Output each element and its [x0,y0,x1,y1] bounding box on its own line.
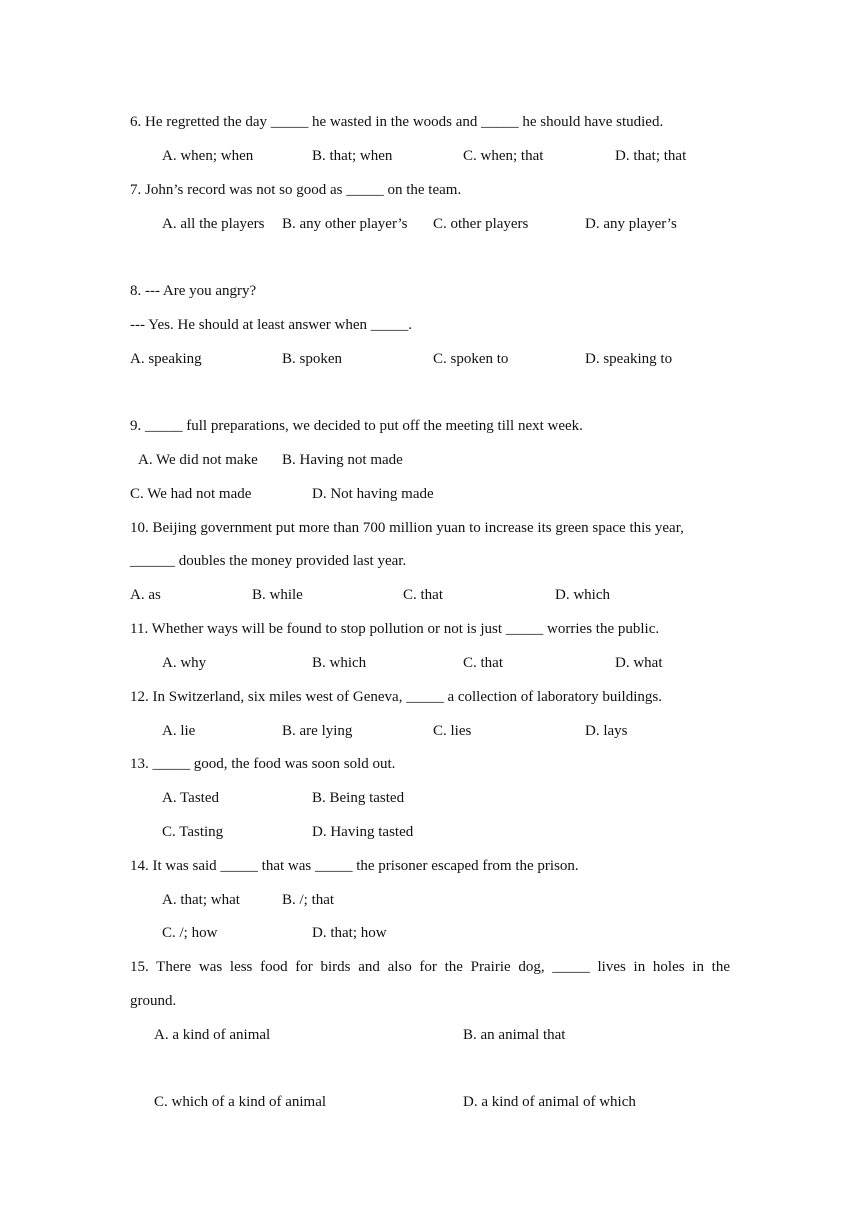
question-7-stem: 7. John’s record was not so good as _____ on the team. [130,182,462,198]
question-13-stem: 13. _____ good, the food was soon sold out. [130,756,396,772]
question-11-stem: 11. Whether ways will be found to stop pollution or not is just _____ worries the public. [130,621,660,637]
question-12-option-a: A. lie [162,723,196,739]
question-7-option-d: D. any player’s [585,216,677,232]
question-6-option-c: C. when; that [463,148,544,164]
question-8-stem-line-2: --- Yes. He should at least answer when _____. [130,317,413,333]
question-14-option-b: B. /; that [282,892,335,908]
question-9-option-a: A. We did not make [138,452,258,468]
question-7-option-a: A. all the players [162,216,265,232]
question-11-option-c: C. that [463,655,503,671]
question-15-stem-line-2: ground. [130,993,177,1009]
question-7-option-b: B. any other player’s [282,216,408,232]
question-11-option-d: D. what [615,655,663,671]
question-6-option-b: B. that; when [312,148,393,164]
question-9-option-d: D. Not having made [312,486,434,502]
question-8-option-c: C. spoken to [433,351,509,367]
question-8-option-b: B. spoken [282,351,342,367]
question-7-option-c: C. other players [433,216,529,232]
question-9-stem: 9. _____ full preparations, we decided to put off the meeting till next week. [130,418,583,434]
question-13-option-c: C. Tasting [162,824,224,840]
question-14-stem: 14. It was said _____ that was _____ the prisoner escaped from the prison. [130,858,579,874]
question-14-option-c: C. /; how [162,925,218,941]
question-12-option-c: C. lies [433,723,472,739]
question-9-option-c: C. We had not made [130,486,252,502]
question-13-option-a: A. Tasted [162,790,219,806]
question-8-option-d: D. speaking to [585,351,673,367]
question-11-option-a: A. why [162,655,207,671]
question-13-option-d: D. Having tasted [312,824,414,840]
question-10-option-c: C. that [403,587,443,603]
question-6-option-d: D. that; that [615,148,687,164]
question-15-option-d: D. a kind of animal of which [463,1094,636,1110]
question-10-option-d: D. which [555,587,610,603]
question-12-option-b: B. are lying [282,723,353,739]
question-9-option-b: B. Having not made [282,452,403,468]
question-10-option-a: A. as [130,587,161,603]
question-10-stem-line-2: ______ doubles the money provided last year. [130,553,407,569]
question-12-option-d: D. lays [585,723,628,739]
question-15-option-c: C. which of a kind of animal [154,1094,327,1110]
question-8-option-a: A. speaking [130,351,202,367]
question-6-stem: 6. He regretted the day _____ he wasted in the woods and _____ he should have studied. [130,114,664,130]
question-15-option-a: A. a kind of animal [154,1027,271,1043]
question-11-option-b: B. which [312,655,367,671]
question-10-option-b: B. while [252,587,303,603]
question-10-stem-line-1: 10. Beijing government put more than 700 million yuan to increase its green space this year, [130,520,684,536]
question-13-option-b: B. Being tasted [312,790,405,806]
question-15-stem-line-1: 15. There was less food for birds and also for the Prairie dog, _____ lives in holes in the [130,959,730,975]
question-12-stem: 12. In Switzerland, six miles west of Geneva, _____ a collection of laboratory buildings. [130,689,662,705]
question-8-stem-line-1: 8. --- Are you angry? [130,283,257,299]
question-14-option-a: A. that; what [162,892,240,908]
question-14-option-d: D. that; how [312,925,387,941]
question-15-option-b: B. an animal that [463,1027,566,1043]
question-6-option-a: A. when; when [162,148,254,164]
